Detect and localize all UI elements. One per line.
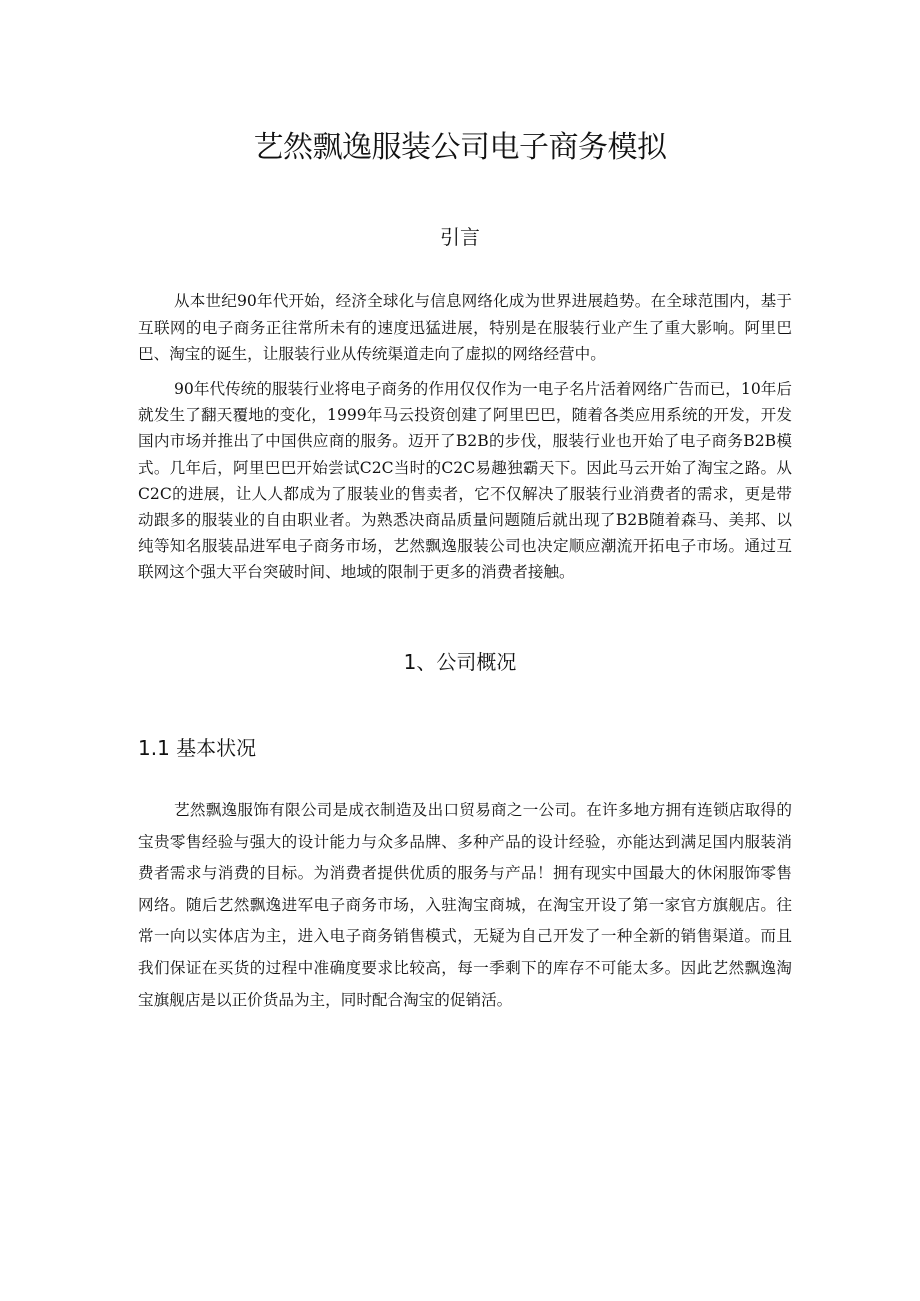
intro-heading: 引言	[440, 225, 480, 249]
section-1-1-heading: 1.1 基本状况	[138, 736, 257, 760]
section-1-heading: 1、公司概况	[403, 650, 517, 674]
section-1-1-paragraph: 艺然飘逸服饰有限公司是成衣制造及出口贸易商之一公司。在许多地方拥有连锁店取得的宝贵零售经验与强大的设计能力与众多品牌、多种产品的设计经验，亦能达到满足国内服装消费者需求与消费的目标。为消费者提供优质的服务与产品！拥有现实中国最大的休闲服饰零售网络。随后艺然飘逸进军电子商务市场，入驻淘宝商城，在淘宝开设了第一家官方旗舰店。往常一向以实体店为主，进入电子商务销售模式，无疑为自己开发了一种全新的销售渠道。而且我们保证在买货的过程中准确度要求比较高，每一季剩下的库存不可能太多。因此艺然飘逸淘宝旗舰店是以正价货品为主，同时配合淘宝的促销活。	[138, 801, 792, 1009]
document-title: 艺然飘逸服装公司电子商务模拟	[253, 130, 667, 165]
intro-paragraph-2: 90年代传统的服装行业将电子商务的作用仅仅作为一电子名片活着网络广告而已，10年后就发生了翻天覆地的变化，1999年马云投资创建了阿里巴巴，随着各类应用系统的开发，开发国内市场并推出了中国供应商的服务。迈开了B2B的步伐，服装行业也开始了电子商务B2B模式。几年后，阿里巴巴开始尝试C2C当时的C2C易趣独霸天下。因此马云开始了淘宝之路。从C2C的进展，让人人都成为了服装业的售卖者，它不仅解决了服装行业消费者的需求，更是带动跟多的服装业的自由职业者。为熟悉决商品质量问题随后就出现了B2B随着森马、美邦、以纯等知名服装品进军电子商务市场，艺然飘逸服装公司也决定顺应潮流开拓电子市场。通过互联网这个强大平台突破时间、地域的限制于更多的消费者接触。	[138, 380, 792, 582]
intro-paragraph-1: 从本世纪90年代开始，经济全球化与信息网络化成为世界进展趋势。在全球范围内，基于互联网的电子商务正往常所未有的速度迅猛进展，特别是在服装行业产生了重大影响。阿里巴巴、淘宝的诞生，让服装行业从传统渠道走向了虚拟的网络经营中。	[138, 292, 792, 363]
